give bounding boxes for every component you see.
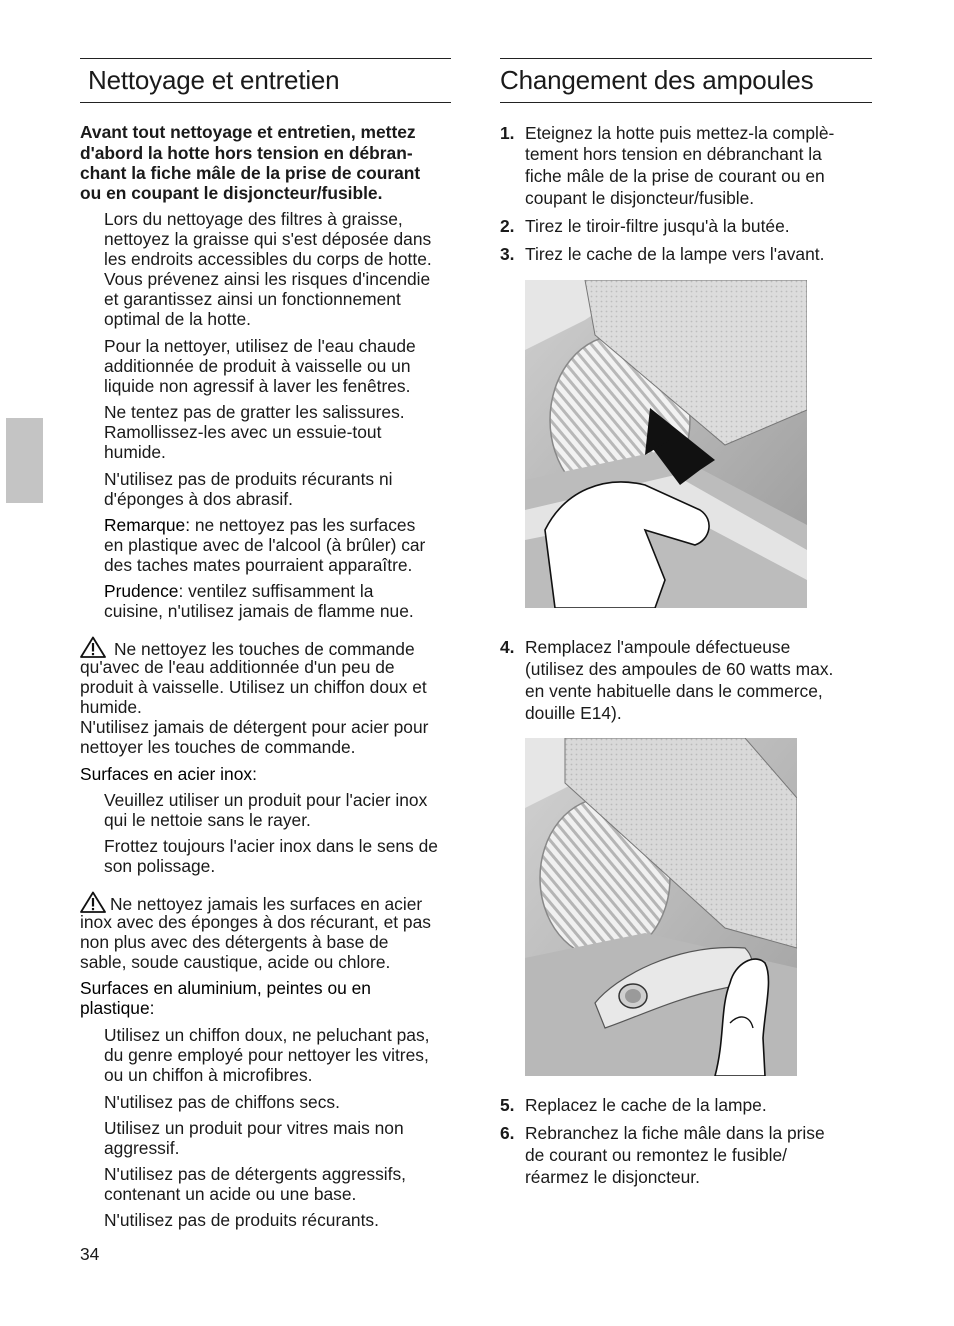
page-number: 34 [80,1244,100,1264]
warning-line: produit à vaisselle. Utilisez un chiffon doux et [80,677,427,697]
intro-line: Avant tout nettoyage et entretien, mettez [80,122,416,142]
warning-line: inox avec des éponges à dos récurant, et pas [80,912,431,932]
para-line: son polissage. [104,856,216,876]
step-line: de courant ou remontez le fusible/ [525,1145,787,1165]
intro-line: d'abord la hotte hors tension en débran- [80,143,413,163]
step-line: fiche mâle de la prise de courant ou en [525,166,825,186]
para-line: Veuillez utiliser un produit pour l'acier inox [104,790,428,810]
step-line: Tirez le cache de la lampe vers l'avant. [525,244,825,264]
warning-line: N'utilisez jamais de détergent pour acier pour [80,717,429,737]
para-line: additionnée de produit à vaisselle ou un [104,356,411,376]
section-title: Changement des ampoules [500,65,814,95]
subheading-inox: Surfaces en acier inox: [80,764,257,784]
para-line: humide. [104,442,166,462]
para-line: Pour la nettoyer, utilisez de l'eau chaude [104,336,416,356]
para-line: Ne tentez pas de gratter les salissures. [104,402,405,422]
para-line: les endroits accessibles du corps de hotte. [104,249,432,269]
warning-line: nettoyer les touches de commande. [80,737,356,757]
warning-triangle-icon [80,891,106,913]
step-line: douille E14). [525,703,622,723]
step-number: 2. [500,216,515,236]
step-line: coupant le disjoncteur/fusible. [525,188,755,208]
para-line: Frottez toujours l'acier inox dans le sens de [104,836,438,856]
subheading-alu: plastique: [80,998,155,1018]
step-line: Tirez le tiroir-filtre jusqu'à la butée. [525,216,790,236]
step-line: (utilisez des ampoules de 60 watts max. [525,659,834,679]
lamp-cover-illustration [525,280,807,608]
remark-line: en plastique avec de l'alcool (à brûler) car [104,535,426,555]
section-title-bar [80,58,451,103]
remark-label: Remarque: [104,515,191,535]
section-title: Nettoyage et entretien [88,65,340,95]
remark-line: des taches mates pourraient apparaître. [104,555,413,575]
step-number: 4. [500,637,515,657]
para-line: aggressif. [104,1138,180,1158]
step-line: Rebranchez la fiche mâle dans la prise [525,1123,825,1143]
warning-triangle-icon [80,636,106,658]
intro-line: ou en coupant le disjoncteur/fusible. [80,183,383,203]
caution-line: Prudence: ventilez suffisamment la [104,581,374,601]
step-line: Remplacez l'ampoule défectueuse [525,637,791,657]
step-line: en vente habituelle dans le commerce, [525,681,823,701]
para-line: Vous prévenez ainsi les risques d'incendie [104,269,431,289]
warning-line: Ne nettoyez les touches de commande [80,636,415,659]
step-number: 5. [500,1095,515,1115]
para-line: Ramollissez-les avec un essuie-tout [104,422,382,442]
para-line: optimal de la hotte. [104,309,251,329]
warning-line: sable, soude caustique, acide ou chlore. [80,952,391,972]
warning-line: Ne nettoyez jamais les surfaces en acier [80,891,422,914]
step-line: Replacez le cache de la lampe. [525,1095,767,1115]
warning-line: qu'avec de l'eau additionnée d'un peu de [80,657,395,677]
para-line: et garantissez ainsi un fonctionnement [104,289,401,309]
bulb-replacement-illustration [525,738,797,1076]
remark-line: Remarque: ne nettoyez pas les surfaces [104,515,416,535]
para-line: Utilisez un produit pour vitres mais non [104,1118,404,1138]
para-line: ou un chiffon à microfibres. [104,1065,313,1085]
step-number: 1. [500,123,515,143]
para-line: N'utilisez pas de chiffons secs. [104,1092,340,1112]
section-title-bar [500,58,872,103]
para-line: N'utilisez pas de produits récurants. [104,1210,379,1230]
para-line: Utilisez un chiffon doux, ne peluchant pas, [104,1025,430,1045]
para-line: N'utilisez pas de détergents aggressifs, [104,1164,407,1184]
caution-label: Prudence [104,581,179,601]
step-number: 3. [500,244,515,264]
subheading-alu: Surfaces en aluminium, peintes ou en [80,978,371,998]
step-number: 6. [500,1123,515,1143]
warning-line: humide. [80,697,142,717]
para-line: du genre employé pour nettoyer les vitres, [104,1045,429,1065]
section-tab [6,418,43,503]
step-line: réarmez le disjoncteur. [525,1167,700,1187]
caution-line: cuisine, n'utilisez jamais de flamme nue. [104,601,414,621]
para-line: contenant un acide ou une base. [104,1184,357,1204]
para-line: qui le nettoie sans le rayer. [104,810,311,830]
para-line: liquide non agressif à laver les fenêtres. [104,376,411,396]
para-line: nettoyez la graisse qui s'est déposée dans [104,229,432,249]
step-line: tement hors tension en débranchant la [525,144,822,164]
para-line: N'utilisez pas de produits récurants ni [104,469,393,489]
para-line: Lors du nettoyage des filtres à graisse, [104,209,403,229]
intro-line: chant la fiche mâle de la prise de courant [80,163,421,183]
warning-line: non plus avec des détergents à base de [80,932,389,952]
step-line: Eteignez la hotte puis mettez-la complè- [525,123,835,143]
para-line: d'éponges à dos abrasif. [104,489,293,509]
